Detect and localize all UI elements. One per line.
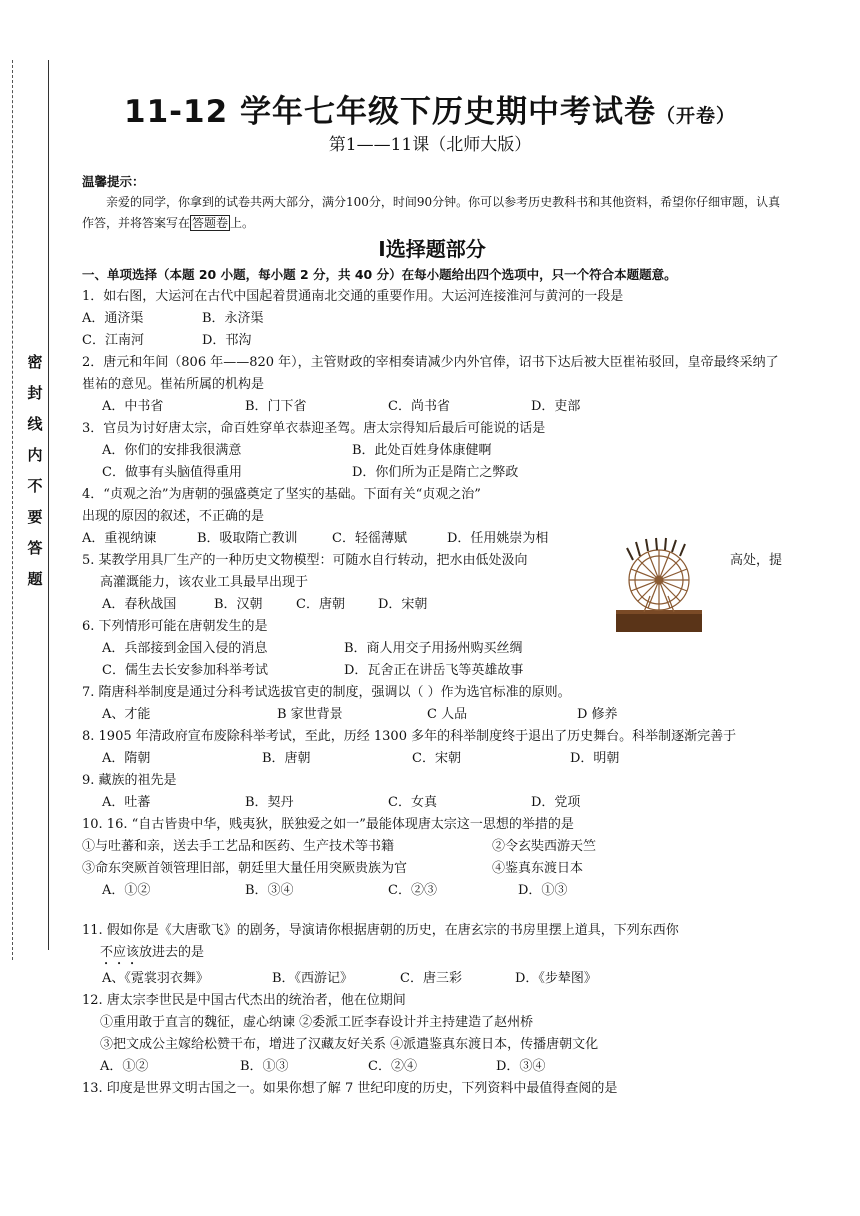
seal-warning [22,355,48,603]
question-stem: 7. 隋唐科举制度是通过分科考试选拔官吏的制度，强调以（ ）作为选官标准的原则。 [82,685,571,700]
waterwheel-icon [614,536,704,634]
option-c: C 人品 [427,707,468,722]
option-d: D 修养 [577,707,618,722]
question-items [82,858,782,880]
exam-title-main: 11-12 学年七年级下历史期中考试卷 [124,94,656,130]
question-options [82,968,782,990]
question-items [82,836,782,858]
question-stem: 8. 1905 年清政府宣布废除科举考试，至此，历经 1300 多年的科举制度终于退出了历史舞台。科举制逐渐完善于 [82,729,737,744]
tips-label: 温馨提示： [82,174,145,189]
option-c: C．做事有头脑值得重用 [102,465,242,480]
question-options [82,638,782,660]
option-b: B 家世背景 [277,707,343,722]
question-options [82,748,782,770]
question-options [82,330,782,352]
binding-dashed-line [12,60,13,960]
question-options [82,704,782,726]
question-options [82,440,782,462]
exam-title [0,86,860,131]
question-stem: 12. 唐太宗李世民是中国古代杰出的统治者，他在位期间 [82,993,406,1008]
option-c: C．宋朝 [412,751,461,766]
tips-text-end: 上。 [230,216,255,230]
question-stem: 2．唐元和年间（806 年——820 年），主管财政的宰相奏请减少内外官俸，诏书下达后被大臣崔祐驳回，皇帝最终采纳了崔祐的意见。崔祐所属的机构是 [82,355,779,392]
seal-char: 密 [27,353,43,371]
option-d: D．明朝 [570,751,620,766]
option-a: A．春秋战国 [102,597,177,612]
question-options [82,880,782,902]
question-8 [82,726,782,770]
option-c: C．女真 [388,795,437,810]
option-c: C．儒生去长安参加科举考试 [102,663,268,678]
option-b: B．汉朝 [214,597,263,612]
question-options [82,308,782,330]
question-stem: 11. 假如你是《大唐歌飞》的剧务，导演请你根据唐朝的历史，在唐玄宗的书房里摆上道具，下列东西你 [82,923,679,938]
part-one-heading [82,264,782,286]
option-c: C．尚书省 [388,399,450,414]
exam-title-suffix: （开卷） [655,105,736,127]
option-a: A．兵部接到金国入侵的消息 [102,641,268,656]
question-stem: 6. 下列情形可能在唐朝发生的是 [82,619,268,634]
option-d: D．邗沟 [202,333,252,348]
option-a: A、《霓裳羽衣舞》 [102,971,209,986]
waterwheel-frame [629,550,689,612]
seal-char: 题 [27,570,43,588]
option-b: B．《西游记》 [272,971,354,986]
option-a: A．①② [100,1059,149,1074]
statement-item: ④鉴真东渡日本 [492,861,584,876]
question-3 [82,418,782,484]
option-d: D．宋朝 [378,597,428,612]
question-stem-part: 高处，提 [729,553,782,568]
option-b: B．吸取隋亡教训 [197,531,298,546]
tips-body [82,192,782,234]
statement-item: ②令玄奘西游天竺 [492,839,597,854]
question-7 [82,682,782,726]
question-2 [82,352,782,418]
question-options [82,396,782,418]
option-b: B．①③ [240,1059,289,1074]
question-options [82,792,782,814]
emphasis-text: 不应该 [100,945,140,960]
question-1 [82,286,782,352]
option-a: A．隋朝 [102,751,151,766]
option-d: D．瓦舍正在讲岳飞等英雄故事 [344,663,524,678]
section-title: Ⅰ选择题部分 [378,237,486,261]
question-stem: 4．“贞观之治”为唐朝的强盛奠定了坚实的基础。下面有关“贞观之治” [82,487,481,502]
question-stem-part: 5. 某教学用具厂生产的一种历史文物模型：可随水自行转动，把水由低处汲向 [82,553,528,568]
statement-item: ③命东突厥首领管理旧部，朝廷里大量任用突厥贵族为官 [82,861,408,876]
question-stem-cont: 出现的原因的叙述，不正确的是 [82,509,265,524]
question-9 [82,770,782,814]
option-a: A．重视纳谏 [82,531,157,546]
question-stem: 9. 藏族的祖先是 [82,773,177,788]
option-a: A．你们的安排我很满意 [102,443,242,458]
part-one-label: 一、单项选择（本题 20 小题，每小题 2 分，共 40 分） [82,267,402,282]
question-stem-part: 放进去的是 [139,945,205,960]
question-stem: 13. 印度是世界文明古国之一。如果你想了解 7 世纪印度的历史，下列资料中最值得查阅的是 [82,1081,618,1096]
option-c: C．江南河 [82,333,144,348]
question-10 [82,814,782,902]
option-b: B．③④ [245,883,294,898]
option-c: C．②③ [388,883,437,898]
option-d: D．任用姚崇为相 [447,531,549,546]
part-one-desc: 在每小题给出四个选项中，只一个符合本题题意。 [401,267,677,282]
option-c: C．唐朝 [296,597,345,612]
option-a: A、才能 [102,707,151,722]
statement-line: ①重用敢于直言的魏征，虚心纳谏 ②委派工匠李春设计并主持建造了赵州桥 [100,1015,534,1030]
option-d: D．吏部 [531,399,581,414]
option-a: A．中书省 [102,399,164,414]
exam-subtitle: 第1——11课（北师大版） [328,135,532,155]
seal-char: 内 [27,446,43,464]
option-d: D．③④ [496,1059,546,1074]
option-a: A．①② [102,883,151,898]
option-c: C．轻徭薄赋 [332,531,407,546]
seal-char: 不 [27,477,43,495]
option-d: D．党项 [531,795,581,810]
option-b: B．此处百姓身体康健啊 [352,443,492,458]
question-12 [82,990,782,1078]
question-options [82,462,782,484]
seal-char: 封 [27,384,43,402]
option-a: A．吐蕃 [102,795,151,810]
question-stem: 1．如右图，大运河在古代中国起着贯通南北交通的重要作用。大运河连接淮河与黄河的一段是 [82,289,624,304]
option-a: A．通济渠 [82,311,144,326]
statement-line: ③把文成公主嫁给松赞干布，增进了汉藏友好关系 ④派遣鉴真东渡日本，传播唐朝文化 [100,1037,599,1052]
question-stem-cont: 高灌溉能力，该农业工具最早出现于 [100,575,309,590]
seal-char: 答 [27,539,43,557]
option-b: B．唐朝 [262,751,311,766]
option-b: B．商人用交子用扬州购买丝绸 [344,641,523,656]
question-stem-cont [82,942,782,968]
option-b: B．契丹 [245,795,294,810]
question-options [82,660,782,682]
option-d: D．①③ [518,883,568,898]
binding-solid-line [48,60,49,950]
question-13 [82,1078,782,1100]
option-b: B．门下省 [245,399,307,414]
statement-item: ①与吐蕃和亲，送去手工艺品和医药、生产技术等书籍 [82,839,395,854]
question-stem: 3．官员为讨好唐太宗，命百姓穿单衣恭迎圣驾。唐太宗得知后最后可能说的话是 [82,421,546,436]
option-c: C．②④ [368,1059,417,1074]
option-b: B．永济渠 [202,311,264,326]
option-d: D．《步辇图》 [515,971,597,986]
seal-char: 线 [27,415,43,433]
option-c: C．唐三彩 [400,971,462,986]
exam-content [82,172,782,1100]
seal-char: 要 [27,508,43,526]
waterwheel-base [616,612,702,632]
question-options [82,1056,782,1078]
answer-sheet-box: 答题卷 [192,216,229,230]
question-stem: 10. 16. “自古皆贵中华，贱夷狄，朕独爱之如一”最能体现唐太宗这一思想的举措的是 [82,817,574,832]
spacer [82,902,782,920]
option-d: D．你们所为正是隋亡之弊政 [352,465,519,480]
tips-text: 亲爱的同学，你拿到的试卷共两大部分，满分100分，时间90分钟。你可以参考历史教科书和其他资料，希望你仔细审题，认真作答，并将答案写在 [82,195,781,230]
question-11 [82,920,782,990]
